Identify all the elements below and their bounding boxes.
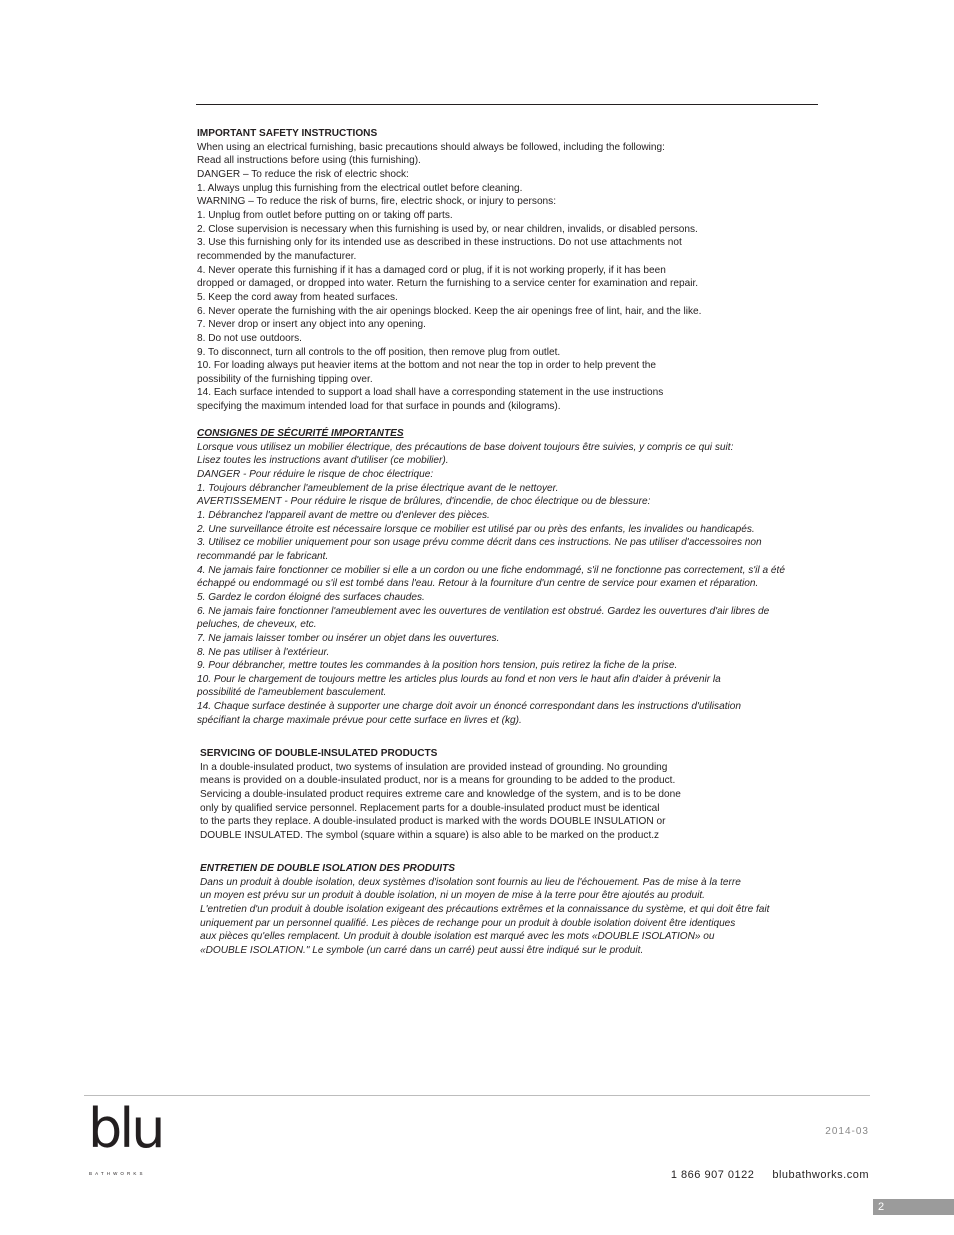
body-line: dropped or damaged, or dropped into water. Return the furnishing to a service center for examination and repair. <box>197 278 699 290</box>
safety-instructions-en <box>197 127 701 414</box>
phone-number: 1 866 907 0122 <box>670 1169 755 1181</box>
body-line: 10. For loading always put heavier items at the bottom and not near the top in order to help prevent the <box>197 360 656 372</box>
body-line: Lisez toutes les instructions avant d'utiliser (ce mobilier). <box>197 455 449 467</box>
body-line: aux pièces qu'elles remplacent. Un produit à double isolation est marqué avec les mots «DOUBLE ISOLATION» ou <box>200 931 715 943</box>
body-line: means is provided on a double-insulated product, nor is a means for grounding to be added to the product. <box>200 775 676 787</box>
body-line: 5. Gardez le cordon éloigné des surfaces chaudes. <box>197 591 425 603</box>
safety-instructions-fr <box>197 427 785 727</box>
website-link[interactable]: blubathworks.com <box>772 1169 869 1181</box>
body-line: Servicing a double-insulated product requires extreme care and knowledge of the system, and is to be done <box>200 788 681 800</box>
body-line: 9. Pour débrancher, mettre toutes les commandes à la position hors tension, puis retirez la fiche de la prise. <box>197 660 678 672</box>
body-line: un moyen est prévu sur un produit à double isolation, ni un moyen de mise à la terre pour être ajoutés au produit. <box>200 890 705 902</box>
body-line: 9. To disconnect, turn all controls to the off position, then remove plug from outlet. <box>197 346 561 358</box>
body-line: to the parts they replace. A double-insulated product is marked with the words DOUBLE INSULATION or <box>200 816 666 828</box>
section-heading: IMPORTANT SAFETY INSTRUCTIONS <box>197 128 378 139</box>
page-number: 2 <box>873 1199 954 1215</box>
body-line: Read all instructions before using (this furnishing). <box>197 155 421 167</box>
body-line: 7. Ne jamais laisser tomber ou insérer un objet dans les ouvertures. <box>197 632 500 644</box>
section-heading: ENTRETIEN DE DOUBLE ISOLATION DES PRODUITS <box>200 863 455 874</box>
body-line: only by qualified service personnel. Replacement parts for a double-insulated product must be identical <box>200 802 660 814</box>
body-line: 8. Ne pas utiliser à l'extérieur. <box>197 646 330 658</box>
body-line: spécifiant la charge maximale prévue pour cette surface en livres et (kg). <box>197 714 522 726</box>
document-date: 2014-03 <box>825 1126 869 1137</box>
body-line: 1. Always unplug this furnishing from the electrical outlet before cleaning. <box>197 182 523 194</box>
body-line: recommended by the manufacturer. <box>197 250 357 262</box>
body-line: specifying the maximum intended load for that surface in pounds and (kilograms). <box>197 401 561 413</box>
body-line: 5. Keep the cord away from heated surfaces. <box>197 291 398 303</box>
body-line: Lorsque vous utilisez un mobilier électrique, des précautions de base doivent toujours être suivies, y compris ce qui suit: <box>197 441 734 453</box>
body-line: 2. Une surveillance étroite est nécessaire lorsque ce mobilier est utilisé par ou près des enfants, les invalides ou handicapés. <box>197 523 755 535</box>
body-line: DOUBLE INSULATED. The symbol (square within a square) is also able to be marked on the product.z <box>200 829 660 841</box>
body-line: L'entretien d'un produit à double isolation exigeant des précautions extrêmes et la connaissance du système, et qui doit être fait <box>200 903 770 915</box>
section-heading: CONSIGNES DE SÉCURITÉ IMPORTANTES <box>197 428 404 439</box>
body-line: 3. Utilisez ce mobilier uniquement pour son usage prévu comme décrit dans ces instructions. Ne pas utiliser d'accessoires non <box>197 537 762 549</box>
body-line: possibility of the furnishing tipping over. <box>197 373 373 385</box>
body-line: 2. Close supervision is necessary when this furnishing is used by, or near children, invalids, or disabled persons. <box>197 223 698 235</box>
blu-bathworks-logo <box>88 1097 163 1184</box>
body-line: 6. Never operate the furnishing with the air openings blocked. Keep the air openings free of lint, hair, and the like. <box>197 305 702 317</box>
body-line: uniquement par un personnel qualifié. Les pièces de rechange pour un produit à double isolation doivent être identiques <box>200 917 736 929</box>
body-line: Dans un produit à double isolation, deux systèmes d'isolation sont fournis au lieu de l'échouement. Pas de mise à la terre <box>200 876 741 888</box>
logo-wordmark: blu <box>88 1097 163 1160</box>
body-line: 10. Pour le chargement de toujours mettre les articles plus lourds au fond et non vers le haut afin d'aider à prévenir la <box>197 673 721 685</box>
body-line: 1. Toujours débrancher l'ameublement de la prise électrique avant de le nettoyer. <box>197 482 559 494</box>
body-line: 8. Do not use outdoors. <box>197 332 302 344</box>
logo-subtext: BATHWORKS <box>89 1171 146 1176</box>
body-line: 7. Never drop or insert any object into any opening. <box>197 319 426 331</box>
servicing-double-insulated-en <box>200 747 681 843</box>
body-line: In a double-insulated product, two systems of insulation are provided instead of grounding. No grounding <box>200 761 668 773</box>
body-line: 4. Ne jamais faire fonctionner ce mobilier si elle a un cordon ou une fiche endommagé, s'il ne fonctionne pas correctement, s'il a été <box>197 564 785 576</box>
body-line: 6. Ne jamais faire fonctionner l'ameublement avec les ouvertures de ventilation est obstrué. Gardez les ouvertures d'air libres de <box>197 605 770 617</box>
body-line: 14. Each surface intended to support a load shall have a corresponding statement in the use instructions <box>197 387 664 399</box>
body-line: WARNING – To reduce the risk of burns, fire, electric shock, or injury to persons: <box>197 196 557 208</box>
body-line: 1. Débranchez l'appareil avant de mettre ou d'enlever des pièces. <box>197 509 490 521</box>
body-line: When using an electrical furnishing, basic precautions should always be followed, including the following: <box>197 141 665 153</box>
body-line: AVERTISSEMENT - Pour réduire le risque de brûlures, d'incendie, de choc électrique ou de blessure: <box>197 496 651 508</box>
body-line: 14. Chaque surface destinée à supporter une charge doit avoir un énoncé correspondant dans les instructions d'utilisation <box>197 701 741 713</box>
footer-divider <box>84 1095 870 1096</box>
body-line: 4. Never operate this furnishing if it has a damaged cord or plug, if it is not working properly, if it has been <box>197 264 666 276</box>
servicing-double-insulated-fr <box>200 862 769 958</box>
body-line: DANGER - Pour réduire le risque de choc électrique: <box>197 468 434 480</box>
contact-info <box>671 1169 869 1181</box>
body-line: 3. Use this furnishing only for its intended use as described in these instructions. Do not use attachments not <box>197 237 682 249</box>
top-divider <box>196 104 818 105</box>
body-line: peluches, de cheveux, etc. <box>197 619 317 631</box>
body-line: possibilité de l'ameublement basculement. <box>197 687 387 699</box>
body-line: «DOUBLE ISOLATION." Le symbole (un carré dans un carré) peut aussi être indiqué sur le produit. <box>200 944 644 956</box>
body-line: échappé ou endommagé ou s'il est tombé dans l'eau. Retour à la fourniture d'un centre de service pour examen et réparation. <box>197 578 759 590</box>
body-line: recommandé par le fabricant. <box>197 550 329 562</box>
section-heading: SERVICING OF DOUBLE-INSULATED PRODUCTS <box>200 748 438 759</box>
body-line: DANGER – To reduce the risk of electric shock: <box>197 168 409 180</box>
body-line: 1. Unplug from outlet before putting on or taking off parts. <box>197 209 453 221</box>
